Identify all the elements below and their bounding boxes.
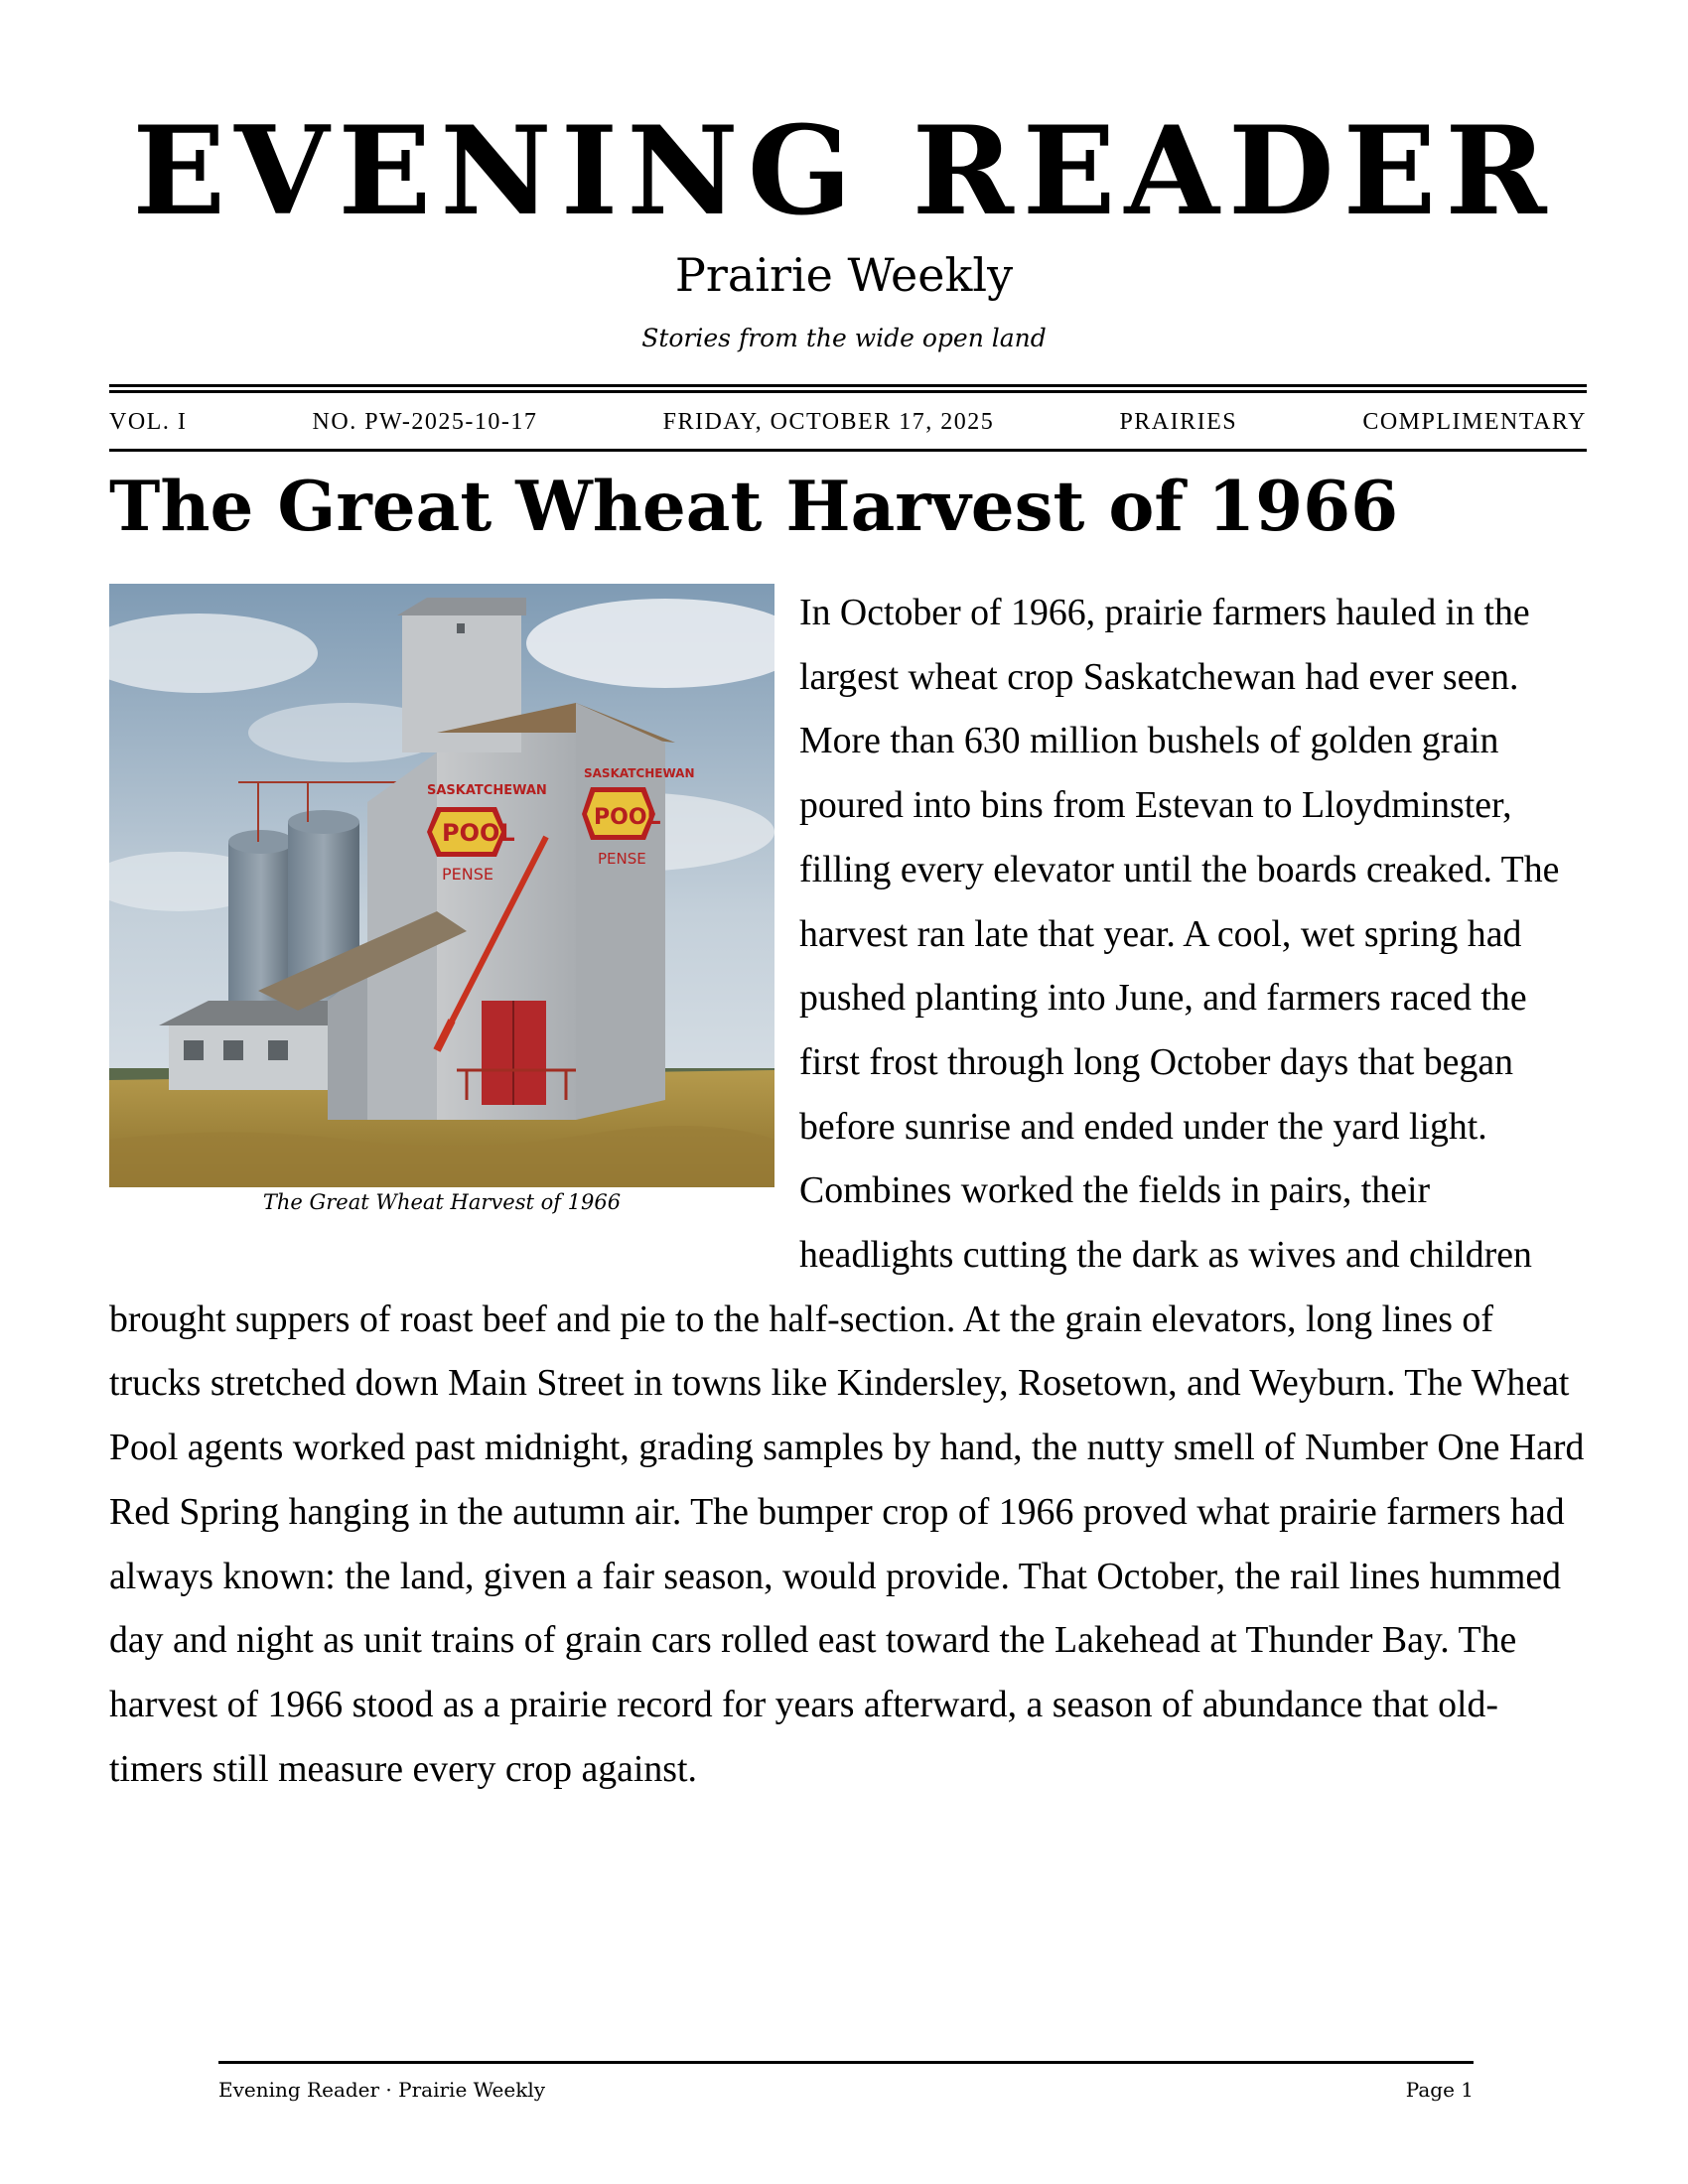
sign-top-right: SASKATCHEWAN bbox=[584, 766, 695, 780]
article-body-text: In October of 1966, prairie farmers hauled in the largest wheat crop Saskatchewan had ever seen. More than 630 million bushels of golden grain poured into bins from Estevan to Lloydminster, filling every elevator until the boards creaked. The harvest ran late that year. A cool, wet spring had pushed planting into June, and farmers raced the first frost through long October days that began before sunrise and ended under the yard light. Combines worked the fields in pairs, their headlights cutting the dark as wives and children brought suppers of roast beef and pie to the half-section. At the grain elevators, long lines of trucks stretched down Main Street in towns like Kindersley, Rosetown, and Weyburn. The Wheat Pool agents worked past midnight, grading samples by hand, the nutty smell of Number One Hard Red Spring hanging in the autumn air. The bumper crop of 1966 proved what prairie farmers had always known: the land, given a fair season, would provide. That October, the rail lines hummed day and night as unit trains of grain cars rolled east toward the Lakehead at Thunder Bay. The harvest of 1966 stood as a prairie record for years afterward, a season of abundance that old-timers still measure every crop against. bbox=[109, 592, 1585, 1790]
footer-page-number: Page 1 bbox=[1405, 2078, 1474, 2102]
issue-meta-bar bbox=[109, 405, 1587, 439]
masthead-rule-bottom bbox=[109, 390, 1587, 393]
sign-town-left: PENSE bbox=[442, 865, 493, 884]
meta-rule bbox=[109, 449, 1587, 452]
issue-date: FRIDAY, OCTOBER 17, 2025 bbox=[662, 408, 995, 435]
article-headline: The Great Wheat Harvest of 1966 bbox=[109, 467, 1399, 547]
sign-main-left: POOL bbox=[442, 819, 515, 847]
issue-number: NO. PW-2025-10-17 bbox=[312, 408, 538, 435]
sign-top-left: SASKATCHEWAN bbox=[427, 783, 547, 798]
footer-rule bbox=[218, 2061, 1474, 2064]
issue-price: COMPLIMENTARY bbox=[1362, 408, 1587, 435]
masthead-tagline: Stories from the wide open land bbox=[641, 324, 1047, 352]
figure-wrap-spacer bbox=[109, 581, 799, 1254]
sign-town-right: PENSE bbox=[598, 850, 646, 868]
footer-publication: Evening Reader · Prairie Weekly bbox=[218, 2078, 546, 2102]
issue-section: PRAIRIES bbox=[1119, 408, 1238, 435]
sign-main-right: POOL bbox=[594, 805, 661, 830]
issue-volume: VOL. I bbox=[109, 408, 188, 435]
article-body bbox=[109, 581, 1589, 1801]
masthead-rule-top bbox=[109, 384, 1587, 387]
masthead-title: EVENING READER bbox=[132, 100, 1556, 243]
masthead-subtitle: Prairie Weekly bbox=[674, 248, 1014, 302]
photo-caption: The Great Wheat Harvest of 1966 bbox=[262, 1190, 622, 1214]
